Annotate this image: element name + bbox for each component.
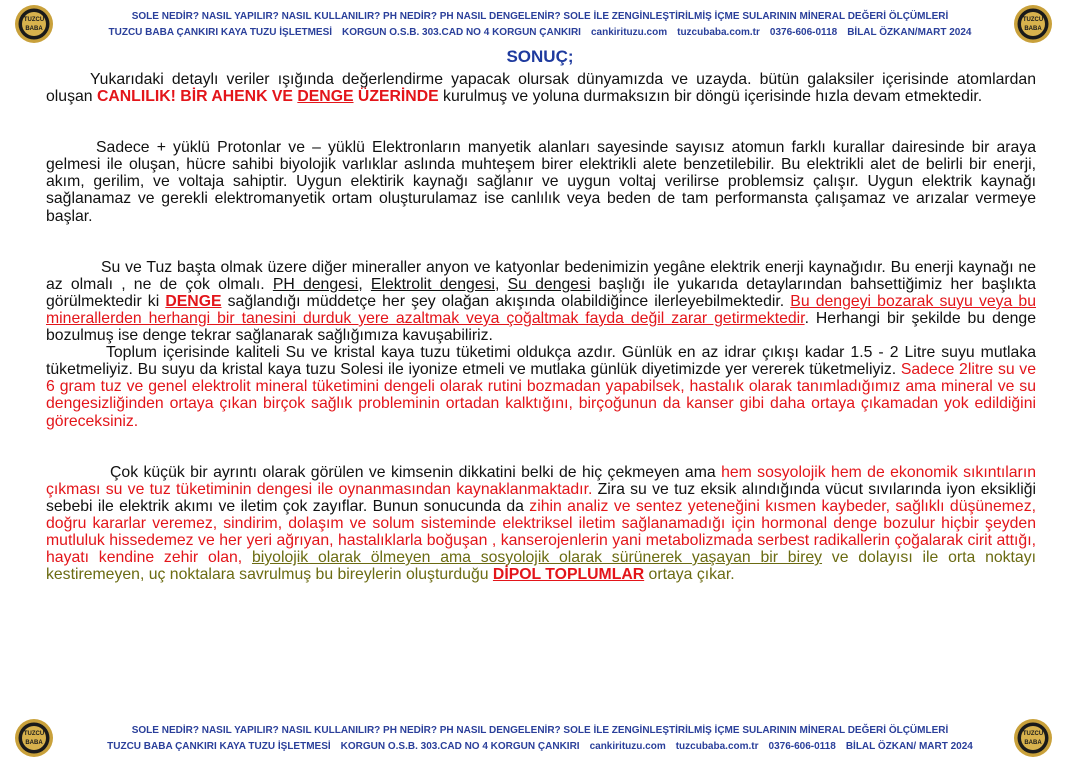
- header-address: KORGUN O.S.B. 303.CAD NO 4 KORGUN ÇANKIRI: [342, 27, 581, 38]
- header-contact-line: [60, 27, 1020, 38]
- page-footer: [0, 718, 1080, 758]
- p5-text-mid: Zira su ve tuz eksik alındığında vücut sıvılarında iyon eksikliği sebebi ile elektrik akımı ve iletim çok zayıflar. Bunun sonucunda da: [46, 480, 1036, 515]
- footer-title-line: SOLE NEDİR? NASIL YAPILIR? NASIL KULLANILIR? PH NEDİR? PH NASIL DENGELENİR? SOLE İLE ZENGİNLEŞTİRİLMİŞ İÇME SULARININ MİNERAL DEĞERİ ÖLÇÜMLERİ: [131, 725, 949, 736]
- header-web-2[interactable]: tuzcubaba.com.tr: [677, 27, 760, 38]
- tuzcu-baba-logo: [14, 4, 54, 44]
- p1-emphasis: CANLILIK! BİR AHENK VE: [96, 88, 298, 106]
- p3-ph-dengesi: PH dengesi: [272, 275, 359, 293]
- footer-author-date: BİLAL ÖZKAN/ MART 2024: [845, 741, 973, 752]
- p3-text-mid2: sağlandığı müddetçe her şey olağan akışında olabildiğince ilerleyebilmektedir.: [221, 292, 791, 310]
- svg-text:TUZCU: TUZCU: [23, 17, 45, 23]
- svg-text:TUZCU: TUZCU: [1022, 17, 1044, 23]
- paragraph-3: [46, 259, 1036, 344]
- p1-text-end: kurulmuş ve yoluna durmaksızın bir döngü içerisinde hızla devam etmektedir.: [438, 88, 983, 106]
- p1-text: Yukarıdaki detaylı veriler ışığında değerlendirme yapacak olursak dünyamızda ve uzayda. bütün galaksiler içerisinde atomlardan oluşan: [46, 71, 1036, 106]
- header-company: TUZCU BABA ÇANKIRI KAYA TUZU İŞLETMESİ: [108, 27, 333, 38]
- svg-text:BABA: BABA: [25, 26, 43, 32]
- paragraph-1: [46, 71, 1036, 105]
- header-author-date: BİLAL ÖZKAN/MART 2024: [847, 27, 972, 38]
- tuzcu-baba-logo: [14, 718, 54, 758]
- p3-text-mid: başlığı ile yukarıda detaylarından bahsettiğimiz her başlıkta görülmektedir ki: [46, 275, 1036, 310]
- tuzcu-baba-logo: [1013, 4, 1053, 44]
- svg-text:TUZCU: TUZCU: [1022, 731, 1044, 737]
- paragraph-4: [46, 344, 1036, 429]
- document-body: [46, 71, 1036, 583]
- footer-web-1[interactable]: cankirituzu.com: [589, 741, 666, 752]
- p2-text: Sadece + yüklü Protonlar ve – yüklü Elektronların manyetik alanları sayesinde sayısız atomun farklı kurallar dairesinde bir araya gelmesi ile oluşan, hücre sahibi biyolojik varlıklar aslında muhteşem birer elektrikli alete benzetilebilir. Bu elektrikli alet de belirli bir enerji, akım, gerilim, ve voltaja sahiptir. Uygun elektirik kaynağı sağlanır ve uygun voltaj verilirse problemsiz çalışır. Uygun elektrik kaynağı sağlanamaz ve gerekli elektromanyetik ortam oluşturulamaz ise canlılık veya beden de tam performansta çalışamaz ve arızalar vermeye başlar.: [46, 139, 1036, 225]
- footer-web-2[interactable]: tuzcubaba.com.tr: [675, 741, 759, 752]
- page-header: [0, 4, 1080, 44]
- svg-text:BABA: BABA: [1024, 740, 1042, 746]
- p1-emphasis-end: ÜZERİNDE: [353, 88, 439, 106]
- p1-denge: DENGE: [297, 88, 354, 106]
- p5-dipol-toplumlar: DİPOL TOPLUMLAR: [492, 566, 645, 584]
- tuzcu-baba-logo: [1013, 718, 1053, 758]
- p5-olive: ve dolayısı ile orta noktayı kestiremeyen, uç noktalara savrulmuş bu bireylerin oluşturduğu: [46, 549, 1037, 584]
- paragraph-2: [46, 139, 1036, 224]
- footer-company: TUZCU BABA ÇANKIRI KAYA TUZU İŞLETMESİ: [107, 741, 331, 752]
- p5-olive-end: ortaya çıkar.: [644, 566, 735, 584]
- paragraph-5: [46, 464, 1036, 584]
- p4-text: Toplum içerisinde kaliteli Su ve kristal kaya tuzu tüketimi oldukça azdır. Günlük en az idrar çıkışı kadar 1.5 - 2 Litre suyu mutlaka tüketmeliyiz. Bu suyu da kristal kaya tuzu Solesi ile iyonize etmeli ve mutlaka günlük diyetimizde yer vererek tüketmeliyiz.: [46, 344, 1036, 379]
- p3-warning: Bu dengeyi bozarak suyu veya bu minerallerden herhangi bir tanesini durduk yere azaltmak veya çoğaltmak fayda değil zarar getirmektedir: [46, 292, 1037, 327]
- p3-text-end: . Herhangi bir şekilde bu denge bozulmuş ise denge tekrar sağlanarak sağlığımıza kavuşabiliriz.: [46, 309, 1036, 345]
- svg-text:BABA: BABA: [1024, 26, 1042, 32]
- p5-emphasis-1: hem sosyolojik hem de ekonomik sıkıntıların çıkması su ve tuz tüketiminin dengesi ile oynanmasından kaynaklanmaktadır.: [46, 463, 1036, 498]
- header-web-1[interactable]: cankirituzu.com: [590, 27, 668, 38]
- p3-text: Su ve Tuz başta olmak üzere diğer mineraller anyon ve katyonlar bedenimizin yegâne elektrik enerji kaynağıdır. Bu enerji kaynağı ne az olmalı , ne de çok olmalı.: [46, 258, 1036, 293]
- p3-denge: DENGE: [165, 292, 222, 310]
- svg-text:BABA: BABA: [25, 740, 43, 746]
- p5-text: Çok küçük bir ayrıntı olarak görülen ve kimsenin dikkatini belki de hiç çekmeyen ama: [110, 463, 722, 481]
- footer-phone: 0376-606-0118: [768, 741, 836, 752]
- svg-text:TUZCU: TUZCU: [23, 731, 45, 737]
- header-title-line: SOLE NEDİR? NASIL YAPILIR? NASIL KULLANILIR? PH NEDİR? PH NASIL DENGELENİR? SOLE İLE ZENGİNLEŞTİRİLMİŞ İÇME SULARININ MİNERAL DEĞERİ ÖLÇÜMLERİ: [131, 11, 949, 22]
- p3-su-dengesi: Su dengesi: [507, 275, 591, 293]
- footer-contact-line: [60, 741, 1020, 752]
- p3-comma: ,: [358, 275, 371, 293]
- p5-emphasis-2: zihin analiz ve sentez yeteneğini kısmen kaybeder, sağlıklı düşünemez, doğru kararlar veremez, sindirim, dolaşım ve solum sisteminde elektriksel iletim sağlanamadığı için hormonal denge bozulur hiçbir şeyden mutluluk hissedemez ve her yeri ağrıyan, hastalıklarla boğuşan , kanserojenlerin yani metabolizmada serbest radikallerin çoğalarak cirit attığı, hayatı kendine zehir olan,: [46, 497, 1036, 567]
- p4-emphasis: Sadece 2litre su ve 6 gram tuz ve genel elektrolit mineral tüketimini dengeli olarak rutini bozmadan yapabilsek, hastalık olarak tanımladığımız ama mineral ve su dengesizliğinden ortaya çıkan birçok sağlık probleminin ortadan kalktığını, birçoğunun da kanser gibi daha ortaya çıkamadan yok edildiğini göreceksiniz.: [46, 361, 1036, 430]
- p3-comma: ,: [495, 275, 508, 293]
- document-title: SONUÇ;: [506, 47, 574, 66]
- p3-elektrolit-dengesi: Elektrolit dengesi: [370, 275, 496, 293]
- p5-olive-underlined: biyolojik olarak ölmeyen ama sosyolojik olarak sürünerek yaşayan bir birey: [251, 549, 823, 567]
- header-phone: 0376-606-0118: [769, 27, 838, 38]
- footer-address: KORGUN O.S.B. 303.CAD NO 4 KORGUN ÇANKIRI: [340, 741, 580, 752]
